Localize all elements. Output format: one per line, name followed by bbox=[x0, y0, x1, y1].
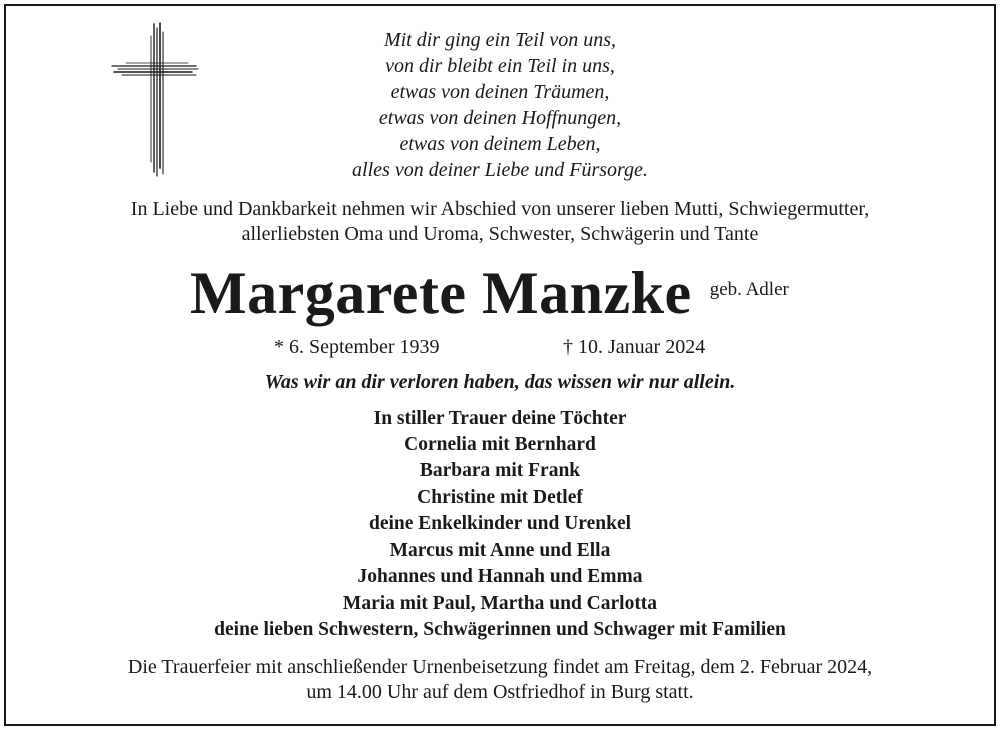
motto: Was wir an dir verloren haben, das wissen wir nur allein. bbox=[264, 371, 736, 393]
mourner-line: deine Enkelkinder und Urenkel bbox=[368, 513, 632, 534]
poem-line: alles von deiner Liebe und Fürsorge. bbox=[352, 159, 648, 181]
mourner-line: In stiller Trauer deine Töchter bbox=[373, 408, 627, 429]
poem-line: von dir bleibt ein Teil in uns, bbox=[385, 55, 615, 77]
mourner-line: Cornelia mit Bernhard bbox=[404, 434, 596, 455]
poem-line: etwas von deinen Träumen, bbox=[390, 81, 610, 103]
maiden-name: geb. Adler bbox=[709, 279, 789, 300]
mourner-line: Christine mit Detlef bbox=[417, 487, 583, 508]
poem-line: etwas von deinem Leben, bbox=[399, 133, 601, 155]
poem-line: etwas von deinen Hoffnungen, bbox=[378, 107, 622, 129]
poem-line: Mit dir ging ein Teil von uns, bbox=[383, 29, 617, 51]
mourner-line: Barbara mit Frank bbox=[419, 460, 581, 481]
mourner-line: Johannes und Hannah und Emma bbox=[357, 566, 643, 587]
service-line: Die Trauerfeier mit anschließender Urnenbeisetzung findet am Freitag, dem 2. Februar 2024, bbox=[127, 656, 873, 678]
mourner-line: deine lieben Schwestern, Schwägerinnen und Schwager mit Familien bbox=[214, 619, 786, 640]
deceased-name-row bbox=[190, 258, 789, 328]
service-line: um 14.00 Uhr auf dem Ostfriedhof in Burg statt. bbox=[306, 681, 694, 703]
intro-line: In Liebe und Dankbarkeit nehmen wir Abschied von unserer lieben Mutti, Schwiegermutter, bbox=[130, 198, 870, 220]
death-date: † 10. Januar 2024 bbox=[563, 336, 706, 358]
birth-date: * 6. September 1939 bbox=[274, 336, 440, 358]
mourner-line: Marcus mit Anne und Ella bbox=[389, 540, 611, 561]
intro-line: allerliebsten Oma und Uroma, Schwester, Schwägerin und Tante bbox=[241, 223, 759, 245]
mourner-line: Maria mit Paul, Martha und Carlotta bbox=[342, 593, 658, 614]
deceased-name: Margarete Manzke bbox=[190, 260, 692, 326]
